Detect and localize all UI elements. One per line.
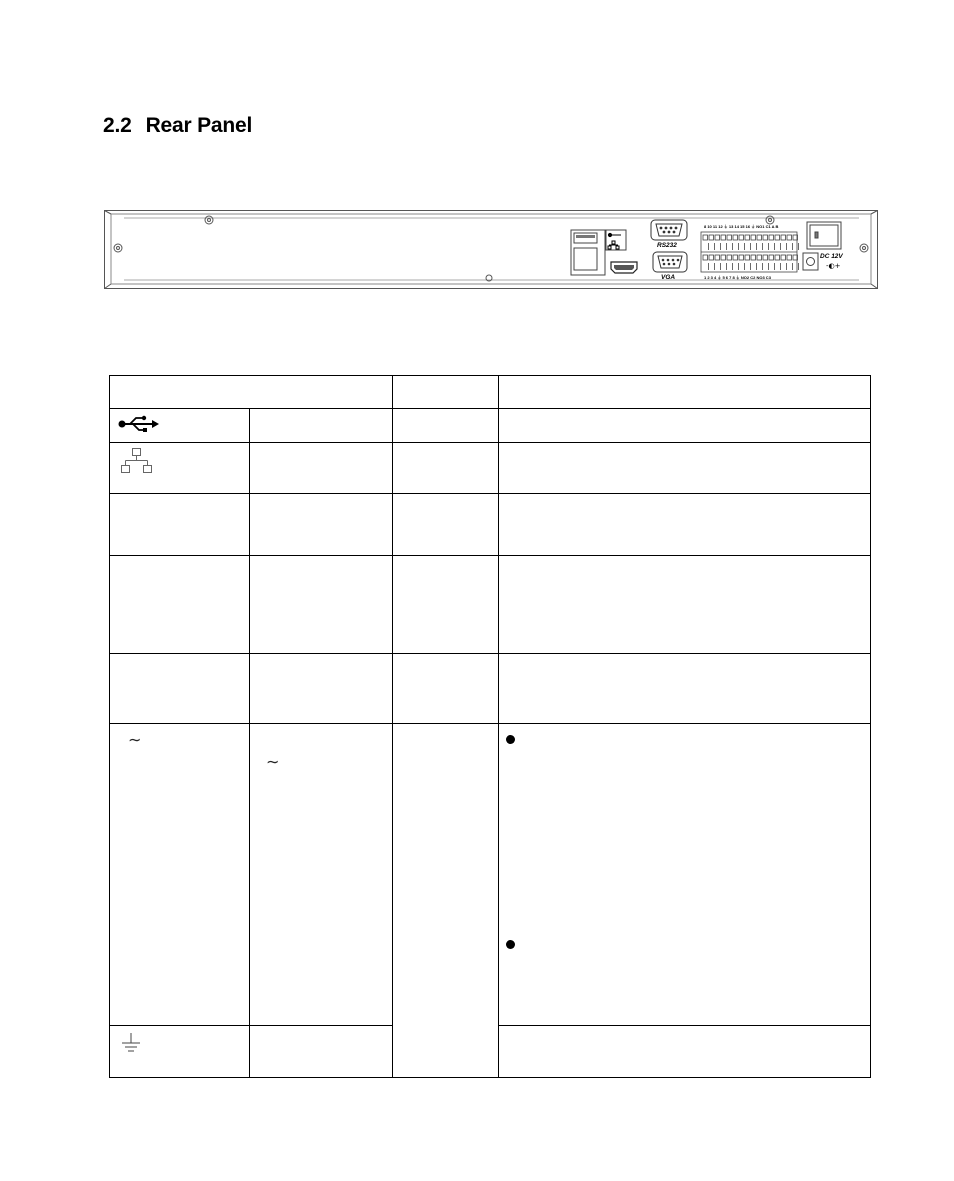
table-row	[110, 556, 871, 654]
icon-cell	[110, 409, 250, 443]
bullet-point	[506, 735, 515, 744]
terminal-pin	[709, 235, 714, 240]
terminal-pin	[733, 255, 738, 260]
terminal-pin	[721, 235, 726, 240]
terminal-pin	[739, 255, 744, 260]
table-row	[110, 443, 871, 494]
terminal-pin	[709, 255, 714, 260]
terminal-pin	[757, 255, 762, 260]
rear-panel-diagram	[104, 210, 878, 289]
terminal-pin	[763, 235, 768, 240]
terminal-pin	[715, 235, 720, 240]
tilde-icon: ∼	[128, 730, 142, 749]
vga-port	[653, 252, 687, 272]
terminal-pin	[751, 255, 756, 260]
terminal-pin	[757, 235, 762, 240]
section-title: Rear Panel	[145, 114, 253, 137]
rs232-label: RS232	[657, 242, 677, 249]
icon-cell	[110, 1026, 250, 1078]
header-cell-2	[393, 376, 499, 409]
terminal-pin	[775, 255, 780, 260]
terminal-pin	[733, 235, 738, 240]
terminal-pin	[703, 255, 708, 260]
terminal-pin	[769, 255, 774, 260]
tilde-icon: ∼	[266, 752, 280, 771]
table-row	[110, 494, 871, 556]
rs232-port	[651, 220, 687, 240]
terminal-pin	[763, 255, 768, 260]
lan-port	[574, 248, 597, 270]
header-cell-1	[110, 376, 393, 409]
terminal-pin	[787, 235, 792, 240]
terminal-pin	[787, 255, 792, 260]
terminal-pin	[727, 235, 732, 240]
bullet-point	[506, 940, 515, 949]
terminal-pin	[703, 235, 708, 240]
alarm-terminal-block	[701, 232, 799, 272]
dc-polarity-icon: -◐+	[826, 262, 841, 270]
dc-label: DC 12V	[820, 253, 843, 260]
terminal-pin	[775, 235, 780, 240]
icon-cell	[110, 724, 250, 1026]
network-icon	[120, 447, 154, 475]
section-number: 2.2	[103, 114, 132, 137]
terminal-pin	[745, 255, 750, 260]
ground-icon	[120, 1031, 142, 1055]
terminal-pin	[769, 235, 774, 240]
icon-cell	[110, 443, 250, 494]
header-cell-3	[499, 376, 871, 409]
table-row	[110, 409, 871, 443]
terminal-pin	[781, 235, 786, 240]
terminal-pin	[751, 235, 756, 240]
section-heading	[103, 114, 252, 138]
alarm-labels-bottom: 1 2 3 4 ⏚ 5 6 7 8 ⏚ NO2 C2 NO3 C3	[704, 275, 771, 280]
table-row	[110, 654, 871, 724]
table-header-row	[110, 376, 871, 409]
terminal-pin	[781, 255, 786, 260]
terminal-pin	[745, 235, 750, 240]
terminal-pin	[715, 255, 720, 260]
alarm-labels-top: 8 10 11 12 ⏚ 13 14 15 16 ⏚ NO1 C1 A B	[704, 224, 779, 229]
vga-label: VGA	[661, 274, 676, 281]
rear-panel-table	[109, 375, 871, 1078]
power-switch	[807, 222, 841, 249]
terminal-pin	[739, 235, 744, 240]
usb-icon	[118, 414, 160, 434]
terminal-pin	[721, 255, 726, 260]
terminal-pin	[727, 255, 732, 260]
table-row	[110, 724, 871, 1026]
dc-power-jack	[803, 253, 818, 270]
